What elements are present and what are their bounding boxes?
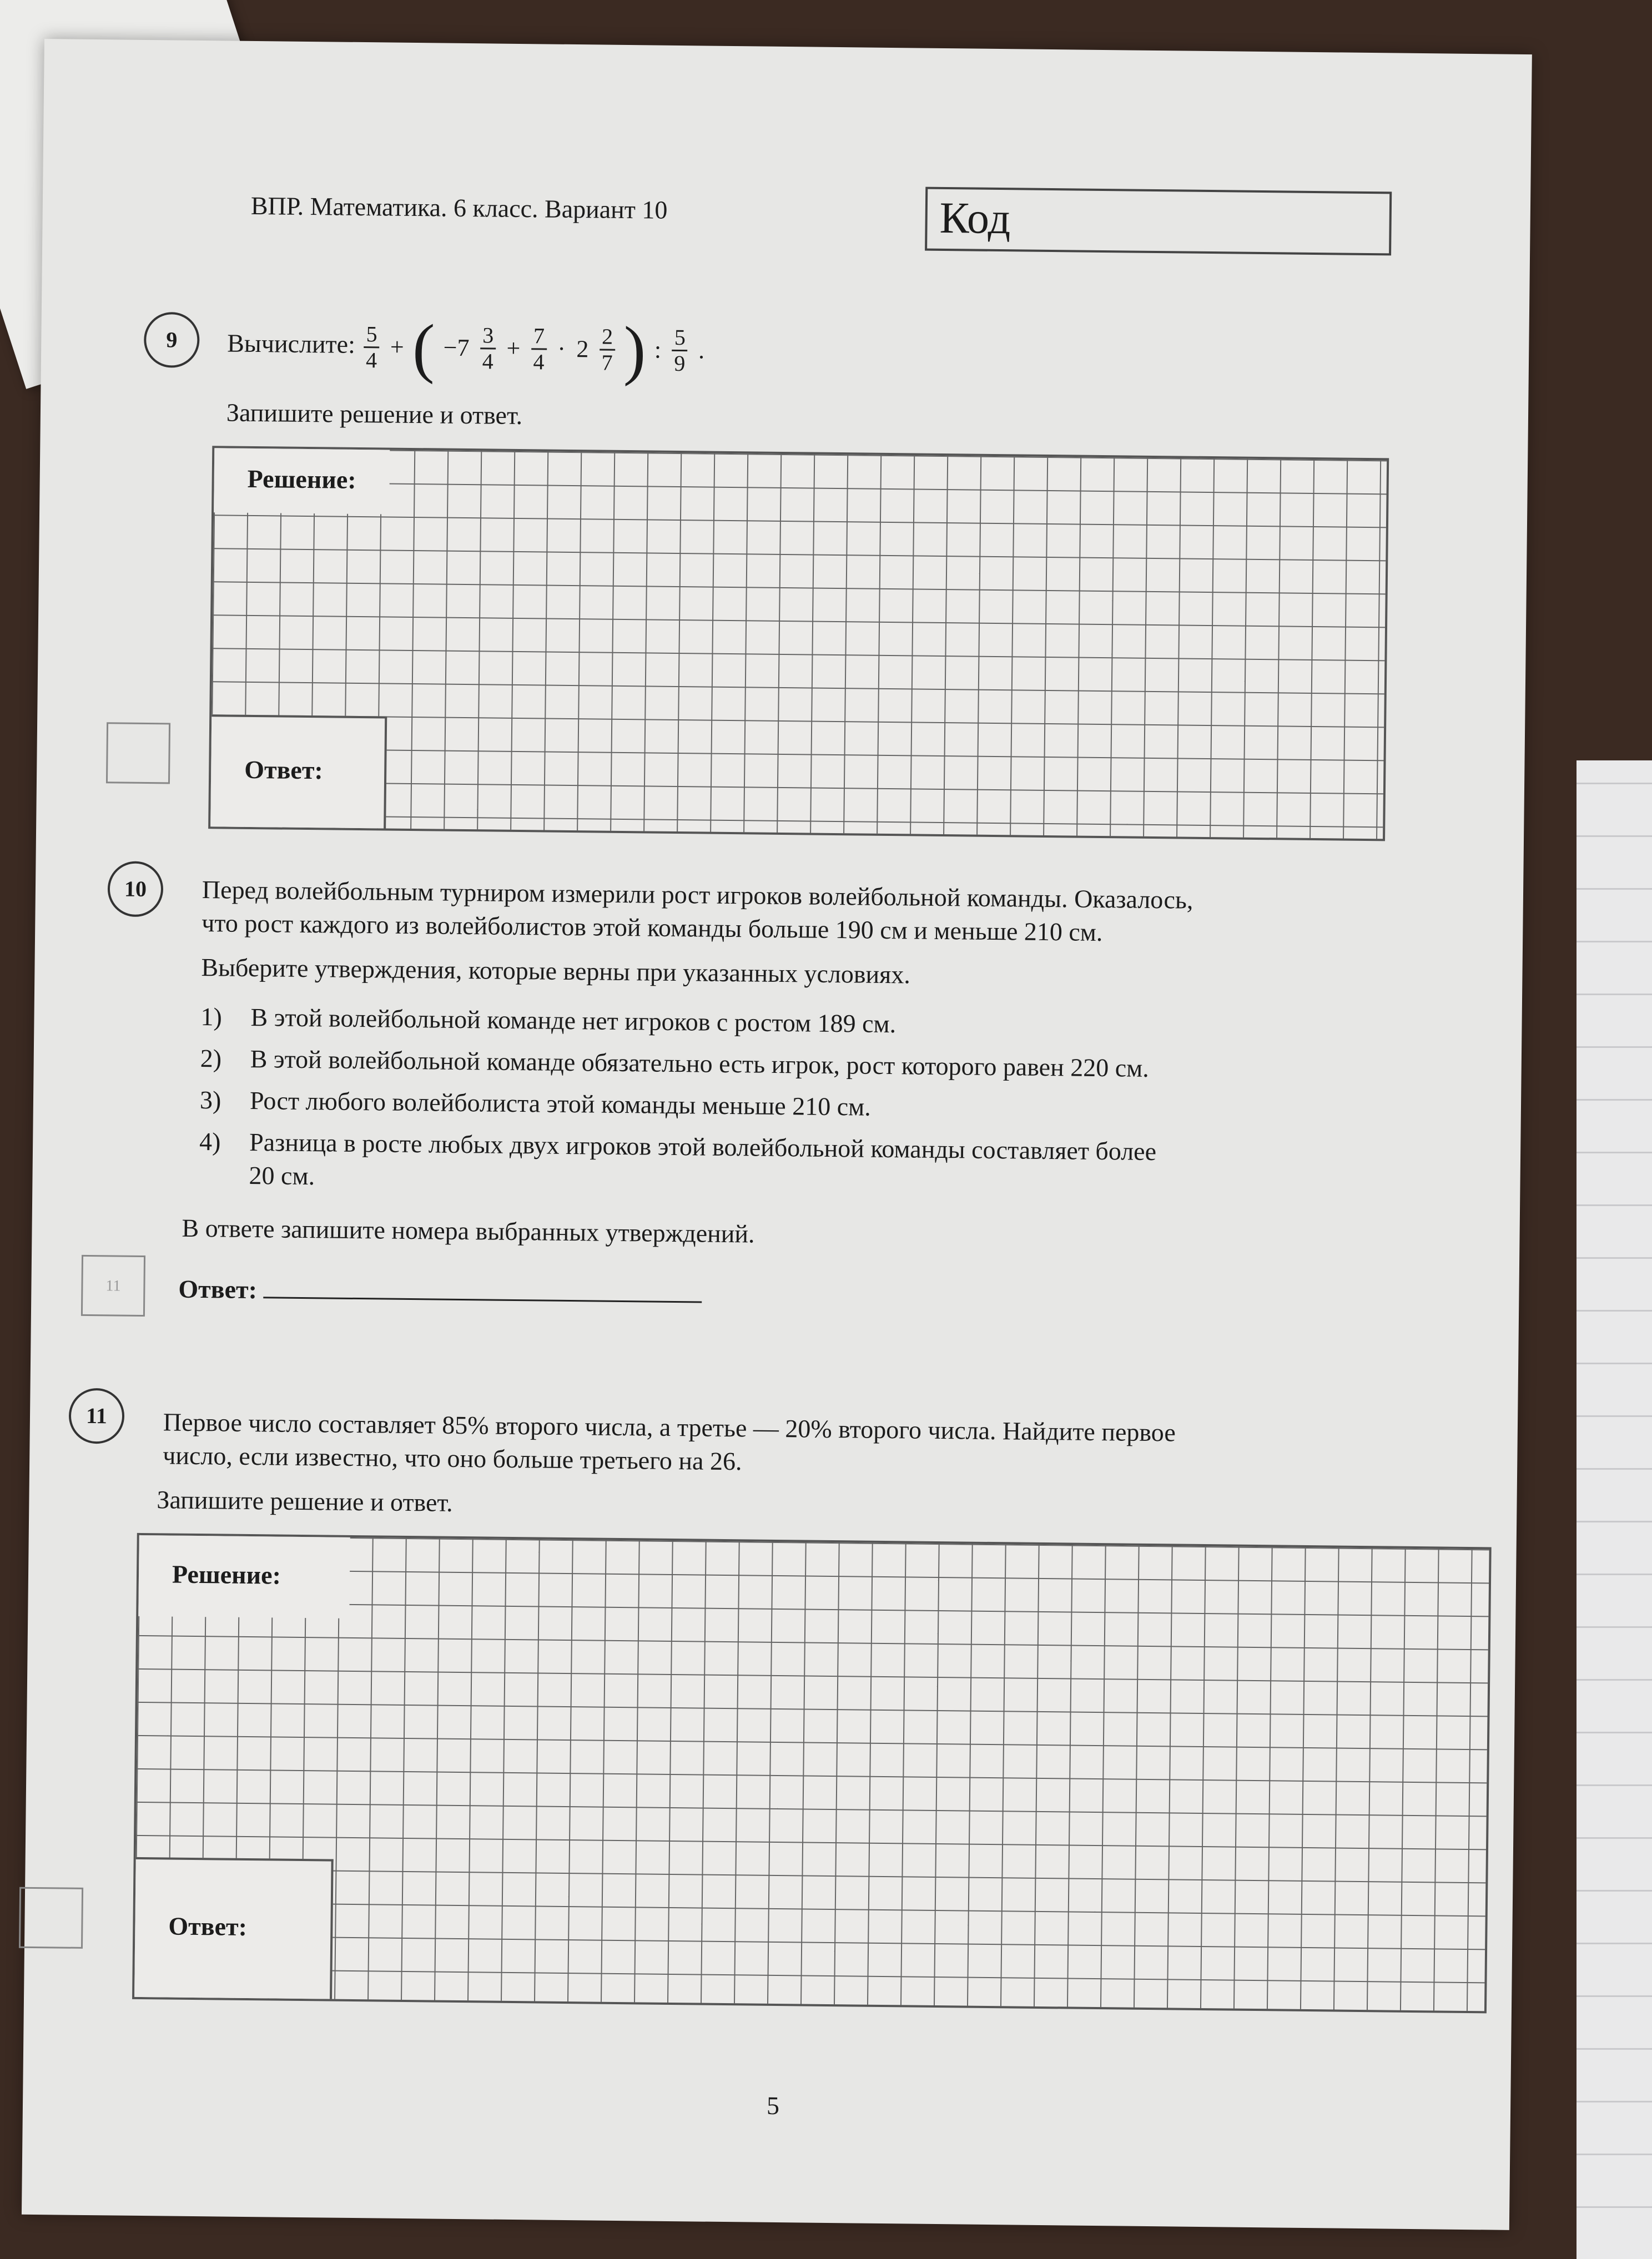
task11-solution-label: Решение: [138, 1535, 350, 1618]
operator: : [654, 336, 662, 364]
background-notebook [1577, 760, 1652, 2259]
task10-option-3: 3) Рост любого волейболиста этой команды меньше 210 см. [199, 1086, 872, 1121]
task9-prompt: Вычислите: [227, 329, 356, 359]
operator: · [557, 335, 566, 363]
task9-instruction: Запишите решение и ответ. [226, 398, 523, 430]
task11-answer-label: Ответ: [134, 1857, 334, 1999]
task10-answer-row [178, 1273, 702, 1312]
task10-text-line1: Перед волейбольным турниром измерили рост игроков волейбольной команды. Оказалось, [202, 875, 1193, 914]
task10-answer-field[interactable] [263, 1274, 702, 1303]
whole-part: −7 [443, 334, 470, 362]
code-field[interactable]: Код [925, 187, 1392, 256]
task10-instruction: В ответе запишите номера выбранных утверждений. [182, 1213, 755, 1248]
paren: ( [412, 310, 435, 385]
fraction: $\frac{5}{9}$ [672, 325, 688, 376]
operator: + [390, 333, 404, 361]
task10-choose: Выберите утверждения, которые верны при указанных условиях. [201, 953, 911, 989]
task11-text-line2: число, если известно, что оно больше третьего на 26. [163, 1441, 742, 1476]
worksheet-page [22, 39, 1532, 2230]
task10-score-box[interactable]: 11 [81, 1255, 145, 1317]
task9-number: 9 [144, 312, 200, 368]
task10-text-line2: что рост каждого из волейболистов этой команды больше 190 см и меньше 210 см. [202, 909, 1103, 947]
task10-option-4: 4) Разница в росте любых двух игроков этой волейбольной команды составляет более [199, 1127, 1157, 1166]
task11-score-box[interactable] [19, 1887, 83, 1949]
task9-solution-label: Решение: [214, 448, 390, 514]
task11-number: 11 [69, 1388, 125, 1444]
task10-number: 10 [107, 861, 163, 917]
operator: . [698, 336, 705, 364]
whole-part: 2 [576, 335, 589, 363]
fraction: $\frac{5}{4}$ [364, 322, 380, 372]
fraction: $\frac{3}{4}$ [480, 323, 496, 374]
task10-answer-label: Ответ: [178, 1274, 258, 1304]
operator: + [506, 335, 521, 362]
task9-expression [226, 304, 707, 389]
fraction: $\frac{7}{4}$ [531, 324, 547, 374]
task10-option-2: 2) В этой волейбольной команде обязательно есть игрок, рост которого равен 220 см. [200, 1044, 1150, 1082]
paren: ) [623, 312, 647, 387]
page-number: 5 [766, 2091, 780, 2120]
header-title: ВПР. Математика. 6 класс. Вариант 10 [250, 191, 668, 224]
task10-option-1: 1) В этой волейбольной команде нет игроков с ростом 189 см. [200, 1002, 896, 1038]
fraction: $\frac{2}{7}$ [599, 324, 615, 375]
task9-answer-label: Ответ: [210, 714, 387, 828]
task10-option-4-cont: 20 см. [249, 1161, 315, 1191]
task11-instruction: Запишите решение и ответ. [157, 1485, 453, 1517]
task9-score-box[interactable] [106, 722, 170, 784]
task11-text-line1: Первое число составляет 85% второго числа, а третье — 20% второго числа. Найдите первое [163, 1408, 1176, 1447]
